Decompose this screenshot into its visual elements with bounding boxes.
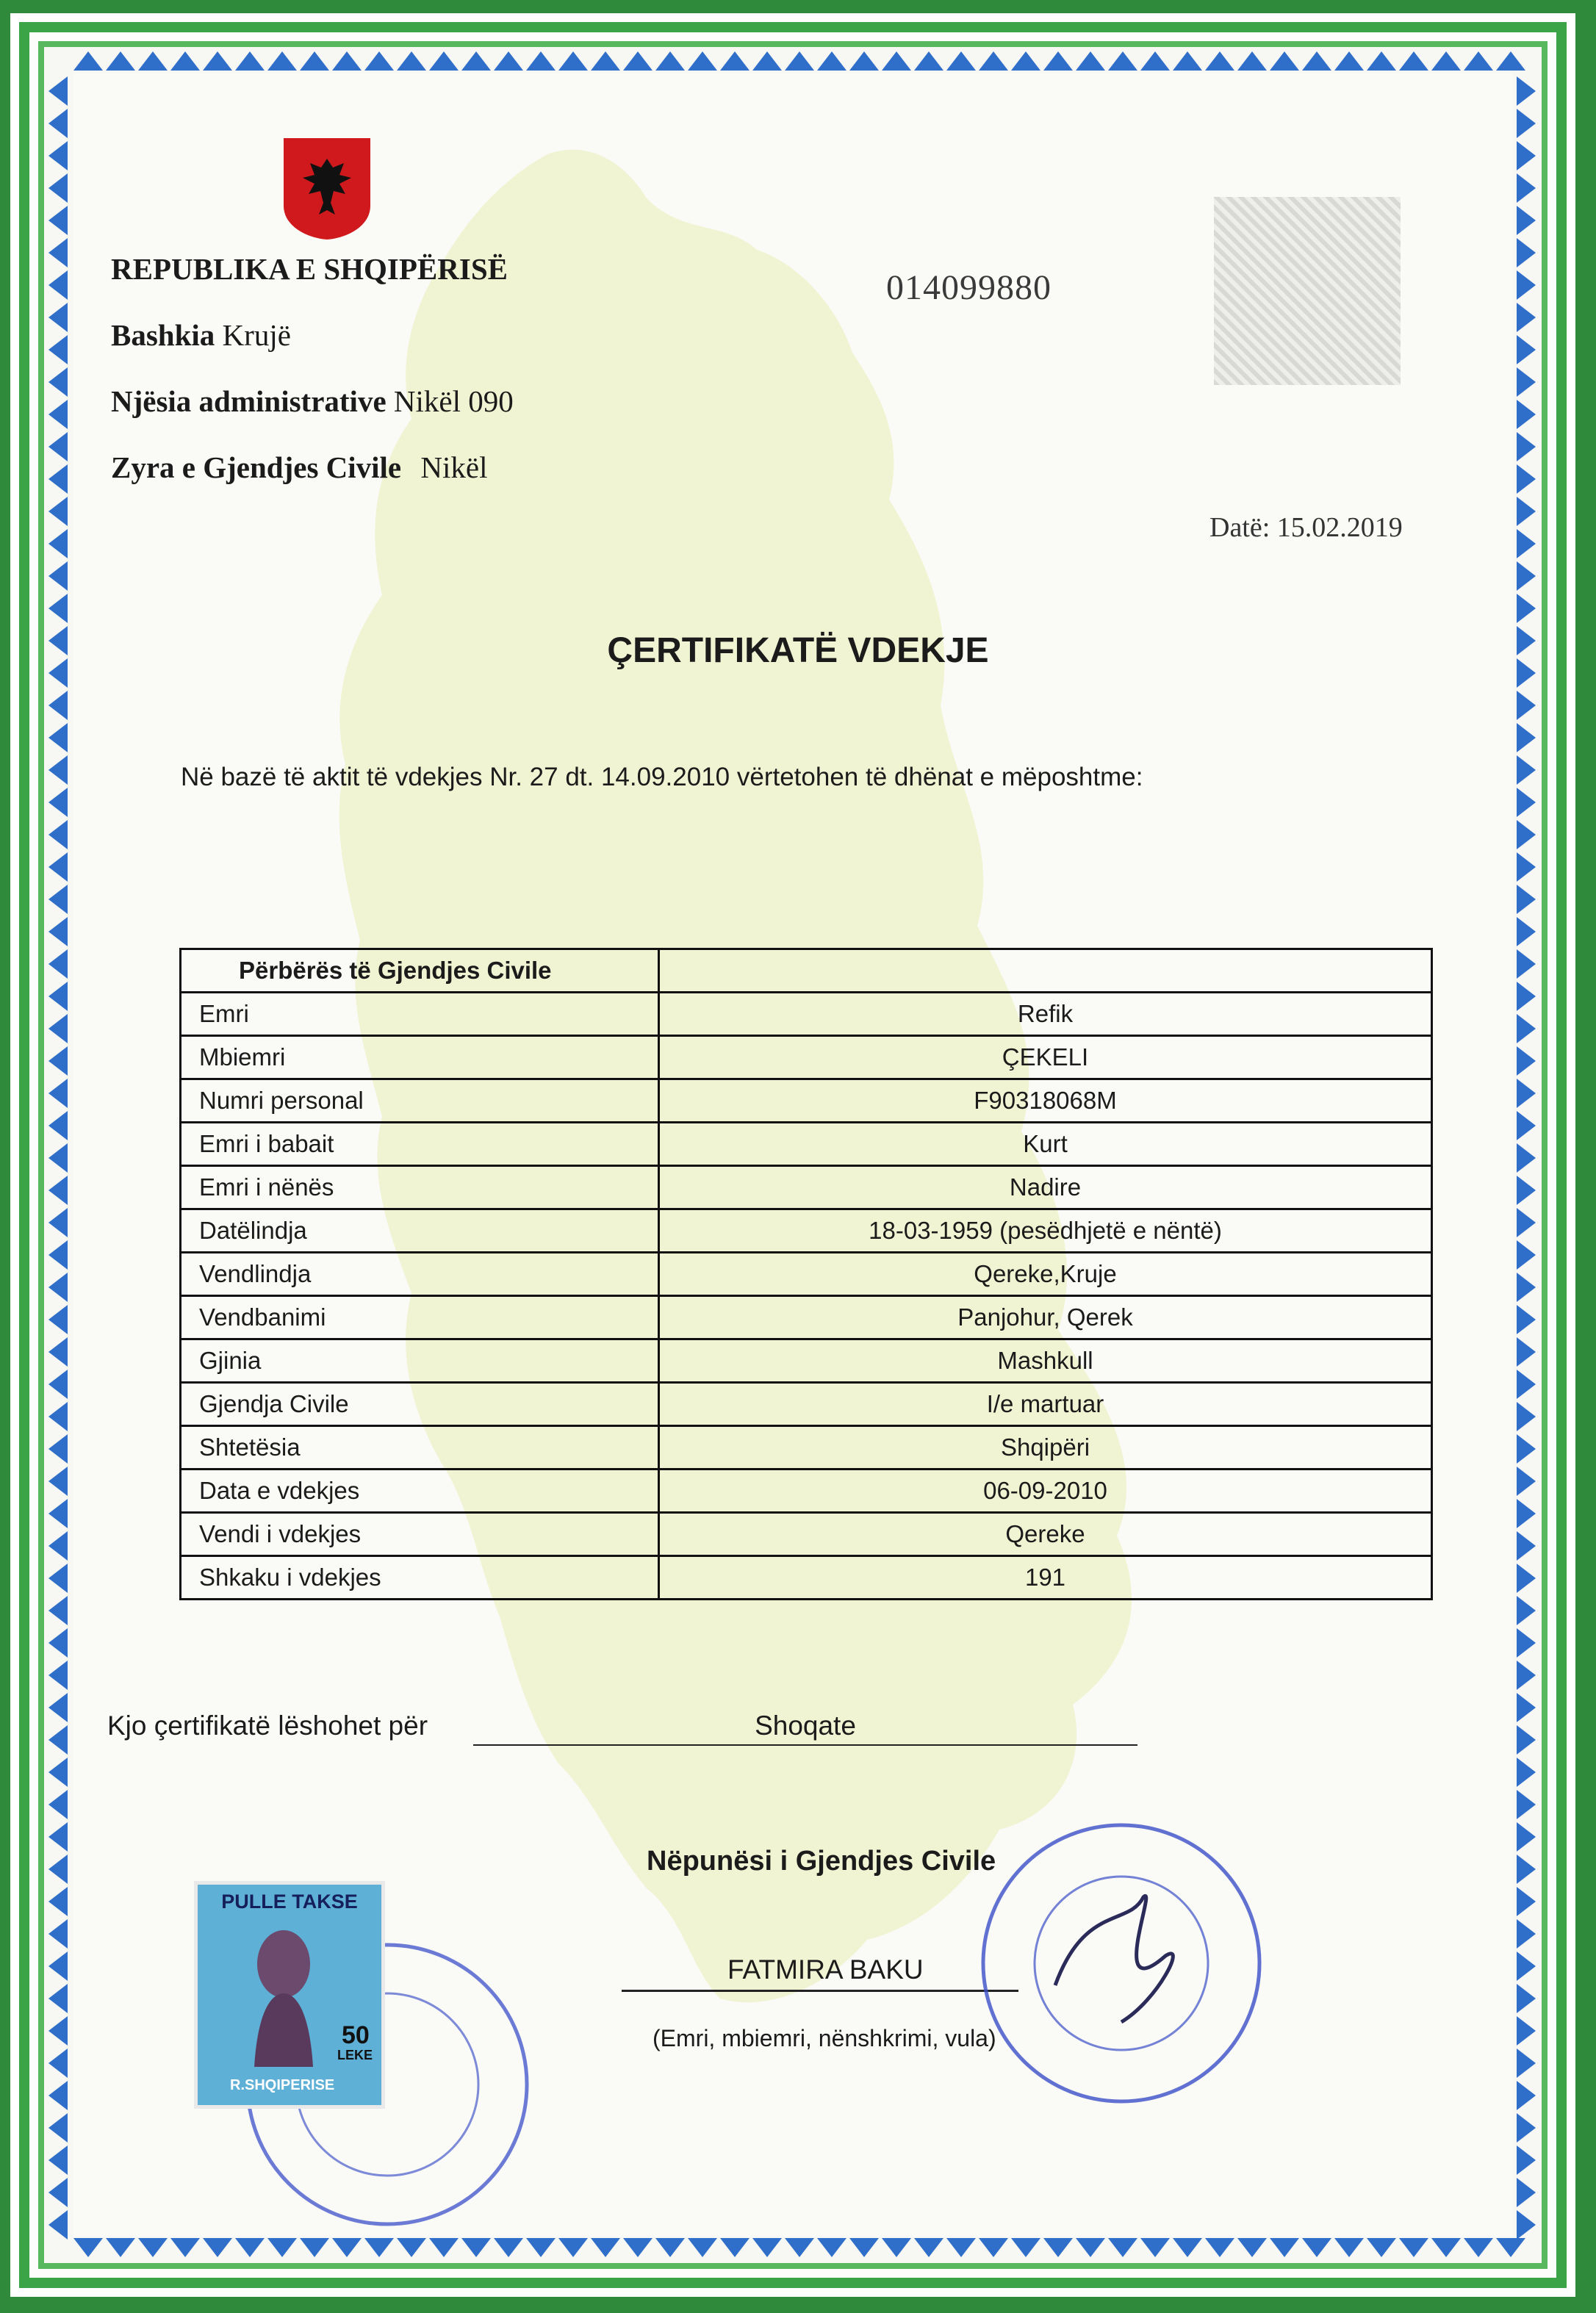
country-name: REPUBLIKA E SHQIPËRISË xyxy=(111,252,508,286)
table-row xyxy=(181,1209,1432,1253)
field-label: Emri i babait xyxy=(181,1123,659,1166)
portrait-figure-icon xyxy=(243,1920,324,2067)
field-label: Gjendja Civile xyxy=(181,1383,659,1426)
table-row xyxy=(181,1513,1432,1556)
field-label: Emri xyxy=(181,993,659,1036)
official-name: FATMIRA BAKU xyxy=(727,1954,924,1985)
field-value: Qereke,Kruje xyxy=(659,1253,1432,1296)
intro-statement: Në bazë të aktit të vdekjes Nr. 27 dt. 14.09.2010 vërtetohen të dhënat e mëposhtme: xyxy=(181,763,1143,791)
field-label: Mbiemri xyxy=(181,1036,659,1079)
field-value: Panjohur, Qerek xyxy=(659,1296,1432,1339)
issued-for-label: Kjo çertifikatë lëshohet për xyxy=(107,1711,428,1741)
issue-date: Datë: 15.02.2019 xyxy=(1209,512,1403,543)
certificate-title: ÇERTIFIKATË VDEKJE xyxy=(607,631,989,670)
tax-stamp xyxy=(194,1881,385,2109)
serial-number: 014099880 xyxy=(886,268,1052,307)
field-value: Refik xyxy=(659,993,1432,1036)
civil-office-label: Zyra e Gjendjes Civile xyxy=(111,450,402,484)
signature-note: (Emri, mbiemri, nënshkrimi, vula) xyxy=(653,2025,996,2051)
field-value: Nadire xyxy=(659,1166,1432,1209)
tax-stamp-title: PULLE TAKSE xyxy=(221,1891,358,1913)
table-row xyxy=(181,1166,1432,1209)
field-label: Vendbanimi xyxy=(181,1296,659,1339)
admin-unit-line xyxy=(111,384,514,419)
admin-unit-label: Njësia administrative xyxy=(111,384,387,418)
field-value: Shqipëri xyxy=(659,1426,1432,1470)
issued-for-value: Shoqate xyxy=(755,1711,856,1741)
tax-stamp-currency: LEKE xyxy=(337,2048,373,2062)
municipality-label: Bashkia xyxy=(111,318,215,352)
albanian-flag-emblem xyxy=(281,135,373,242)
table-row xyxy=(181,1339,1432,1383)
field-label: Emri i nënës xyxy=(181,1166,659,1209)
field-label: Numri personal xyxy=(181,1079,659,1123)
field-value: Mashkull xyxy=(659,1339,1432,1383)
field-label: Shkaku i vdekjes xyxy=(181,1556,659,1600)
field-label: Vendi i vdekjes xyxy=(181,1513,659,1556)
field-value: 191 xyxy=(659,1556,1432,1600)
tax-stamp-issuer: R.SHQIPERISE xyxy=(230,2077,335,2093)
field-value: 18-03-1959 (pesëdhjetë e nëntë) xyxy=(659,1209,1432,1253)
field-value: 06-09-2010 xyxy=(659,1470,1432,1513)
table-row xyxy=(181,1079,1432,1123)
table-header-cell: Përbërës të Gjendjes Civile xyxy=(181,949,659,993)
table-row xyxy=(181,1470,1432,1513)
table-header-row xyxy=(181,949,1432,993)
table-row xyxy=(181,1036,1432,1079)
field-value: Qereke xyxy=(659,1513,1432,1556)
field-label: Data e vdekjes xyxy=(181,1470,659,1513)
municipality-value: Krujë xyxy=(222,318,291,352)
field-label: Shtetësia xyxy=(181,1426,659,1470)
admin-unit-value: Nikël 090 xyxy=(393,384,514,418)
table-header-empty-cell xyxy=(659,949,1432,993)
table-row xyxy=(181,1296,1432,1339)
field-label: Vendlindja xyxy=(181,1253,659,1296)
hologram-seal xyxy=(1214,197,1401,385)
official-round-stamp xyxy=(974,1816,1268,2110)
field-label: Datëlindja xyxy=(181,1209,659,1253)
issued-for-underline xyxy=(473,1744,1137,1746)
signature-line xyxy=(622,1990,1018,1992)
civil-office-value: Nikël xyxy=(420,450,488,484)
field-value: ÇEKELI xyxy=(659,1036,1432,1079)
official-title: Nëpunësi i Gjendjes Civile xyxy=(647,1846,996,1877)
civil-office-line xyxy=(111,450,487,485)
field-label: Gjinia xyxy=(181,1339,659,1383)
table-row xyxy=(181,1123,1432,1166)
field-value: F90318068M xyxy=(659,1079,1432,1123)
civil-data-table xyxy=(179,948,1433,1600)
field-value: Kurt xyxy=(659,1123,1432,1166)
table-row xyxy=(181,993,1432,1036)
municipality-line xyxy=(111,317,291,353)
table-row xyxy=(181,1556,1432,1600)
table-row xyxy=(181,1253,1432,1296)
field-value: I/e martuar xyxy=(659,1383,1432,1426)
table-row xyxy=(181,1426,1432,1470)
table-row xyxy=(181,1383,1432,1426)
tax-stamp-amount: 50 xyxy=(342,2021,370,2049)
